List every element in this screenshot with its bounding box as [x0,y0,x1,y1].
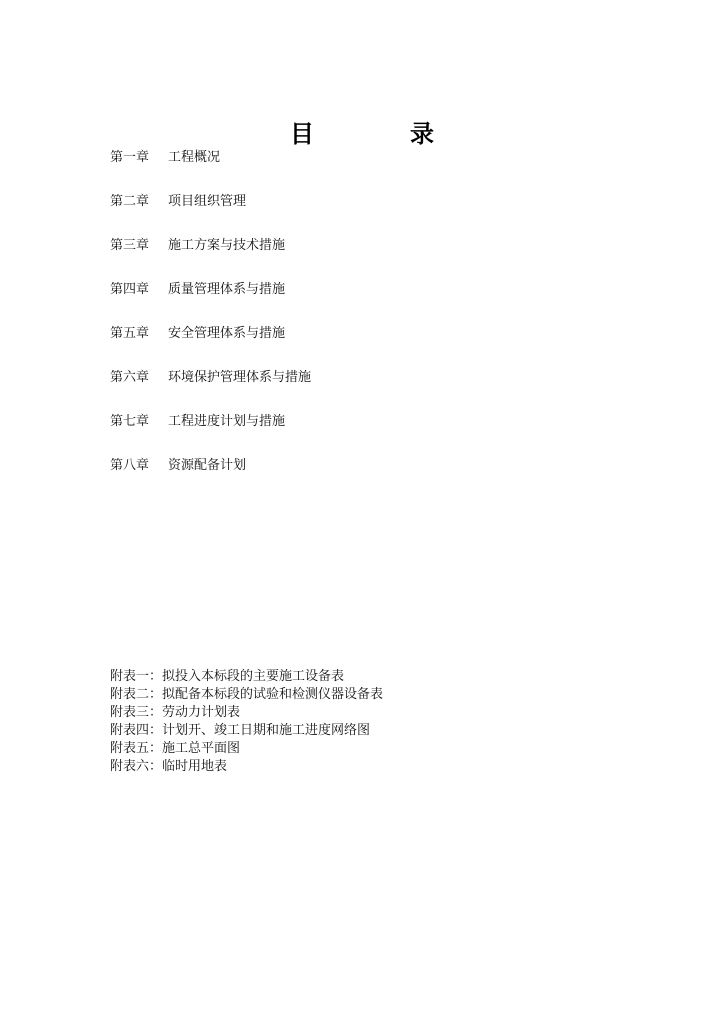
chapter-title: 施工方案与技术措施 [168,238,286,253]
chapter-number: 第四章 [110,282,150,297]
chapter-item [110,356,311,400]
chapter-title: 工程进度计划与措施 [168,414,286,429]
chapter-number: 第五章 [110,326,150,341]
chapter-number: 第六章 [110,370,150,385]
chapter-number: 第一章 [110,150,150,165]
chapter-title: 项目组织管理 [168,194,247,209]
chapter-number: 第八章 [110,458,150,473]
chapter-number: 第七章 [110,414,150,429]
chapter-title: 工程概况 [168,150,221,165]
chapter-number: 第二章 [110,194,150,209]
chapter-item [110,400,311,444]
chapter-item [110,180,311,224]
appendix-item: 附表三：劳动力计划表 [110,705,241,720]
appendix-item: 附表六：临时用地表 [110,759,228,774]
chapter-item [110,312,311,356]
appendix-item: 附表一：拟投入本标段的主要施工设备表 [110,669,345,684]
chapter-item [110,444,311,488]
chapter-title: 安全管理体系与措施 [168,326,286,341]
chapter-title: 环境保护管理体系与措施 [168,370,312,385]
chapter-item [110,268,311,312]
chapter-item [110,136,311,180]
appendix-item: 附表五：施工总平面图 [110,741,241,756]
appendix-item: 附表四：计划开、竣工日期和施工进度网络图 [110,723,371,738]
chapter-list [110,136,311,488]
chapter-title: 质量管理体系与措施 [168,282,286,297]
chapter-title: 资源配备计划 [168,458,247,473]
chapter-number: 第三章 [110,238,150,253]
appendix-item: 附表二：拟配备本标段的试验和检测仪器设备表 [110,687,384,702]
chapter-item [110,224,311,268]
appendix-list [110,668,383,776]
page-title: 目 录 [290,119,470,149]
